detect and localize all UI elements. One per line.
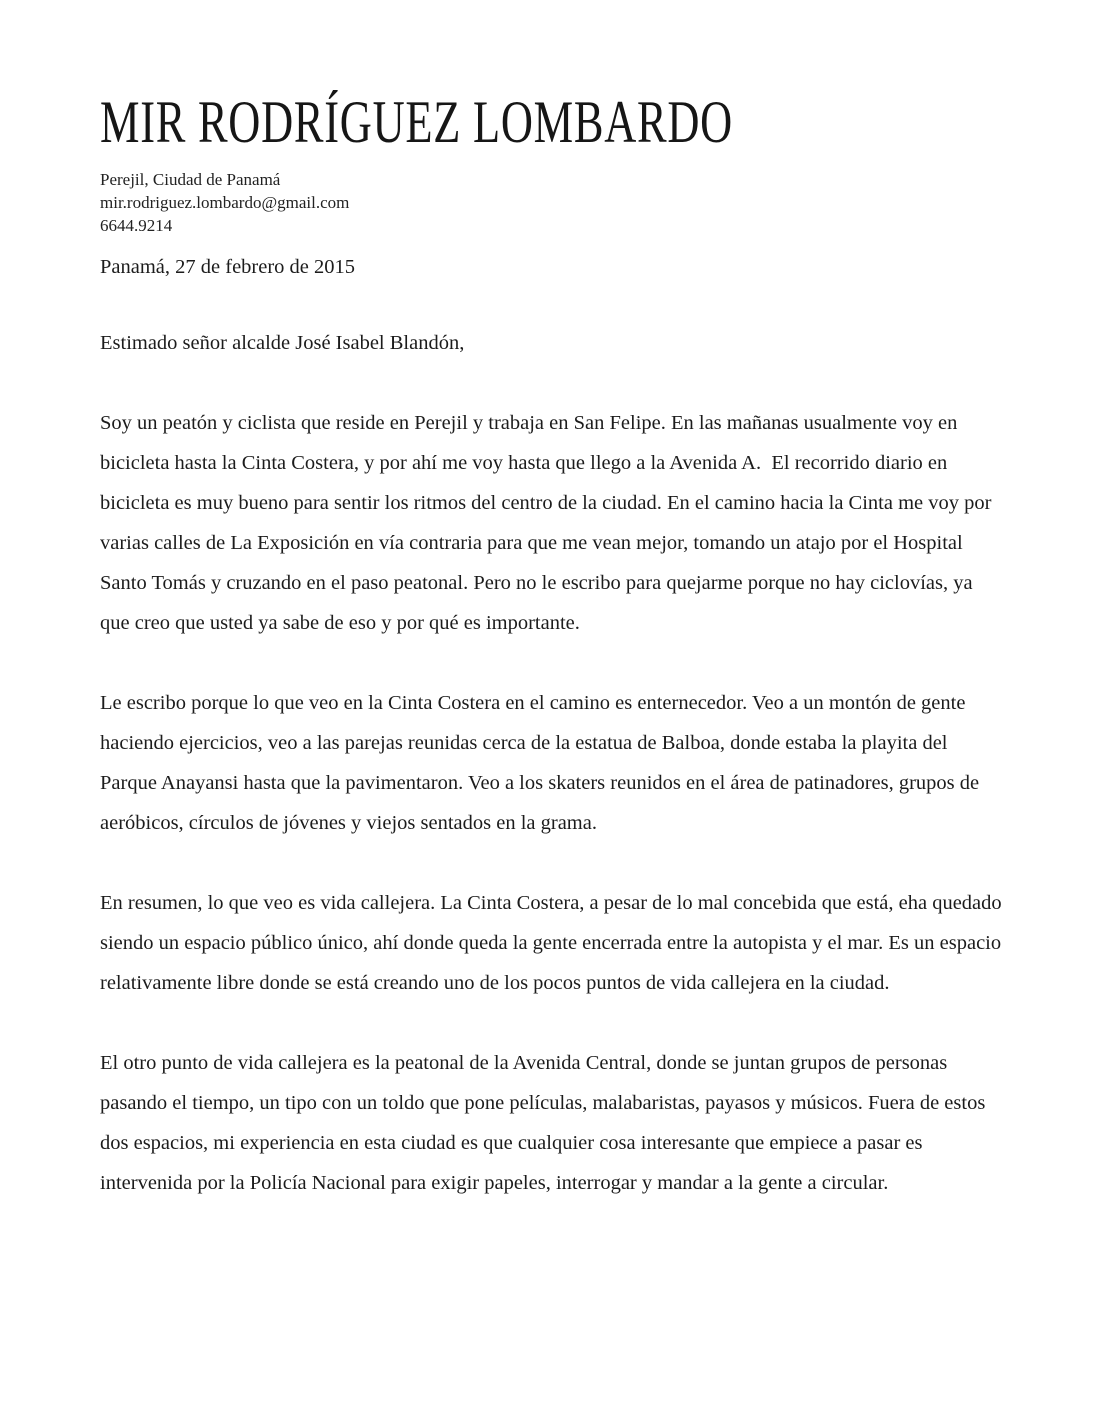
sender-address: Perejil, Ciudad de Panamá: [100, 170, 281, 189]
sender-phone: 6644.9214: [100, 216, 173, 235]
salutation: Estimado señor alcalde José Isabel Blandón,: [100, 332, 465, 354]
date-line: Panamá, 27 de febrero de 2015: [100, 256, 356, 278]
letterhead: [100, 89, 1002, 237]
sender-email: mir.rodriguez.lombardo@gmail.com: [100, 193, 350, 212]
sender-contact-block: [100, 168, 1002, 237]
letter-body: [100, 403, 1007, 1203]
letter-paragraph: El otro punto de vida callejera es la peatonal de la Avenida Central, donde se juntan grupos de personas pasando el tiempo, un tipo con un toldo que pone películas, malabaristas, payasos y músicos. Fuera de estos dos espacios, mi experiencia en esta ciudad es que cualquier cosa interesante que empiece a pasar es intervenida por la Policía Nacional para exigir papeles, interrogar y mandar a la gente a circular.: [100, 1052, 991, 1194]
letter-paragraph: Soy un peatón y ciclista que reside en Perejil y trabaja en San Felipe. En las mañanas usualmente voy en bicicleta hasta la Cinta Costera, y por ahí me voy hasta que llego a la Avenida A. El recorrido diario en bicicleta es muy bueno para sentir los ritmos del centro de la ciudad. En el camino hacia la Cinta me voy por varias calles de La Exposición en vía contraria para que me vean mejor, tomando un atajo por el Hospital Santo Tomás y cruzando en el paso peatonal. Pero no le escribo para quejarme porque no hay ciclovías, ya que creo que usted ya sabe de eso y por qué es importante.: [100, 412, 997, 634]
sender-name: MIR RODRÍGUEZ LOMBARDO: [100, 89, 733, 155]
letter-paragraph: En resumen, lo que veo es vida callejera. La Cinta Costera, a pesar de lo mal concebida que está, eha quedado siendo un espacio público único, ahí donde queda la gente encerrada entre la autopista y el mar. Es un espacio relativamente libre donde se está creando uno de los pocos puntos de vida callejera en la ciudad.: [100, 892, 1007, 994]
letter-paragraph: Le escribo porque lo que veo en la Cinta Costera en el camino es enternecedor. Veo a un montón de gente haciendo ejercicios, veo a las parejas reunidas cerca de la estatua de Balboa, donde estaba la playita del Parque Anayansi hasta que la pavimentaron. Veo a los skaters reunidos en el área de patinadores, grupos de aeróbicos, círculos de jóvenes y viejos sentados en la grama.: [100, 692, 985, 834]
